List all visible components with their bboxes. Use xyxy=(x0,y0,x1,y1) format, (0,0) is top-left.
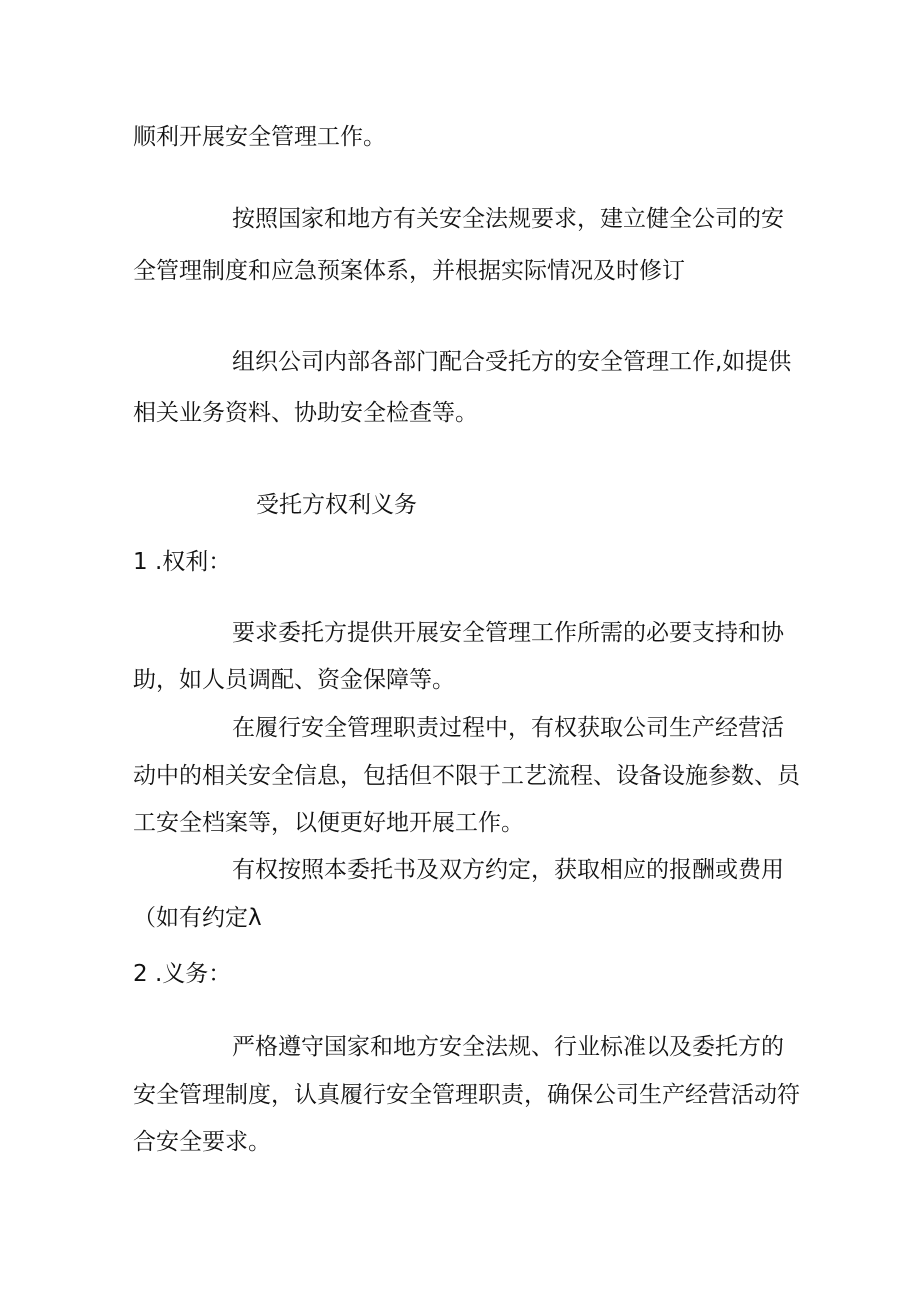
paragraph-1-line-1: 顺利开展安全管理工作。 xyxy=(133,124,386,150)
rights-item-3-line-1: 有权按照本委托书及双方约定，获取相应的报酬或费用 xyxy=(232,857,784,883)
rights-item-1-line-2: 助，如人员调配、资金保障等。 xyxy=(133,667,455,693)
rights-item-2-line-2: 动中的相关安全信息，包括但不限于工艺流程、设备设施参数、员 xyxy=(133,763,800,789)
rights-item-3-line-2: （如有约定λ xyxy=(133,905,262,931)
paragraph-3-line-1: 组织公司内部各部门配合受托方的安全管理工作,如提供 xyxy=(232,349,792,375)
rights-heading: 1 .权利： xyxy=(133,549,232,575)
rights-item-1-line-1: 要求委托方提供开展安全管理工作所需的必要支持和协 xyxy=(232,620,784,646)
paragraph-3-line-2: 相关业务资料、协助安全检查等。 xyxy=(133,400,478,426)
duties-item-1-line-3: 合安全要求。 xyxy=(133,1129,271,1155)
duties-heading: 2 .义务： xyxy=(133,961,232,987)
duties-item-1-line-2: 安全管理制度，认真履行安全管理职责，确保公司生产经营活动符 xyxy=(133,1082,800,1108)
duties-item-1-line-1: 严格遵守国家和地方安全法规、行业标准以及委托方的 xyxy=(232,1034,784,1060)
rights-item-2-line-3: 工安全档案等，以便更好地开展工作。 xyxy=(133,810,524,836)
rights-item-2-line-1: 在履行安全管理职责过程中，有权获取公司生产经营活 xyxy=(232,715,784,741)
section-heading: 受托方权利义务 xyxy=(256,492,417,518)
paragraph-2-line-2: 全管理制度和应急预案体系，并根据实际情况及时修订 xyxy=(133,258,685,284)
paragraph-2-line-1: 按照国家和地方有关安全法规要求，建立健全公司的安 xyxy=(232,206,784,232)
